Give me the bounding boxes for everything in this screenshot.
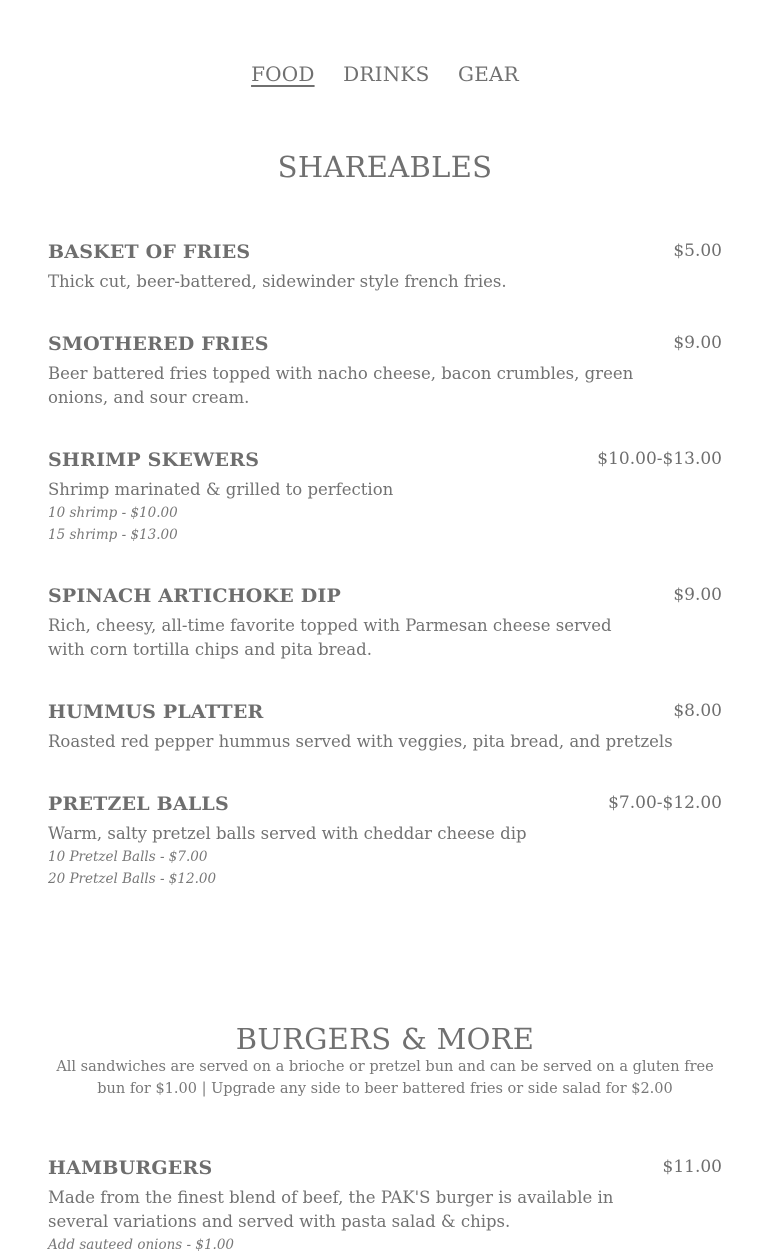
item-description: Roasted red pepper hummus served with veggies, pita bread, and pretzels <box>48 732 673 751</box>
item-name: SHRIMP SKEWERS <box>48 449 260 471</box>
item-description: Beer battered fries topped with nacho cheese, bacon crumbles, green onions, and sour cream. <box>48 364 634 407</box>
section-title-burgers: BURGERS & MORE <box>235 1022 535 1056</box>
item-description: Thick cut, beer-battered, sidewinder style french fries. <box>48 272 507 291</box>
menu-item <box>48 448 722 546</box>
item-description: Made from the finest blend of beef, the PAK'S burger is available in several variations and served with pasta salad & chips. <box>48 1188 614 1231</box>
menu-item <box>48 332 722 410</box>
nav-gear-link[interactable]: GEAR <box>458 62 519 86</box>
menu-item <box>48 1156 722 1256</box>
item-name: HAMBURGERS <box>48 1157 213 1179</box>
item-price: $9.00 <box>673 333 722 353</box>
section-title-shareables: SHAREABLES <box>277 150 493 184</box>
menu-item <box>48 240 722 294</box>
item-name: PRETZEL BALLS <box>48 793 229 815</box>
item-price: $11.00 <box>662 1157 722 1177</box>
section-note: All sandwiches are served on a brioche or pretzel bun and can be served on a gluten free bun for $1.00 | Upgrade any side to beer battered fries or side salad for $2.00 <box>56 1059 714 1097</box>
nav-drinks-link[interactable]: DRINKS <box>343 62 430 86</box>
item-price: $8.00 <box>673 701 722 721</box>
item-description: Shrimp marinated & grilled to perfection <box>48 480 394 499</box>
item-option: 15 shrimp - $13.00 <box>48 527 178 543</box>
item-name: SMOTHERED FRIES <box>48 333 269 355</box>
item-name: BASKET OF FRIES <box>48 241 251 263</box>
item-description: Warm, salty pretzel balls served with cheddar cheese dip <box>48 824 527 843</box>
item-option: 20 Pretzel Balls - $12.00 <box>48 871 217 887</box>
item-price: $10.00-$13.00 <box>597 449 722 469</box>
menu-item <box>48 792 722 890</box>
nav-food-link[interactable]: FOOD <box>251 62 315 86</box>
item-option: 10 shrimp - $10.00 <box>48 505 178 521</box>
item-option: Add sauteed onions - $1.00 <box>48 1237 235 1253</box>
item-price: $7.00-$12.00 <box>608 793 722 813</box>
menu-item <box>48 700 722 754</box>
item-name: SPINACH ARTICHOKE DIP <box>48 585 342 607</box>
item-description: Rich, cheesy, all-time favorite topped with Parmesan cheese served with corn tortilla chips and pita bread. <box>48 616 612 659</box>
item-price: $5.00 <box>673 241 722 261</box>
item-price: $9.00 <box>673 585 722 605</box>
item-option: 10 Pretzel Balls - $7.00 <box>48 849 208 865</box>
item-name: HUMMUS PLATTER <box>48 701 264 723</box>
menu-item <box>48 584 722 662</box>
category-nav <box>0 62 770 86</box>
